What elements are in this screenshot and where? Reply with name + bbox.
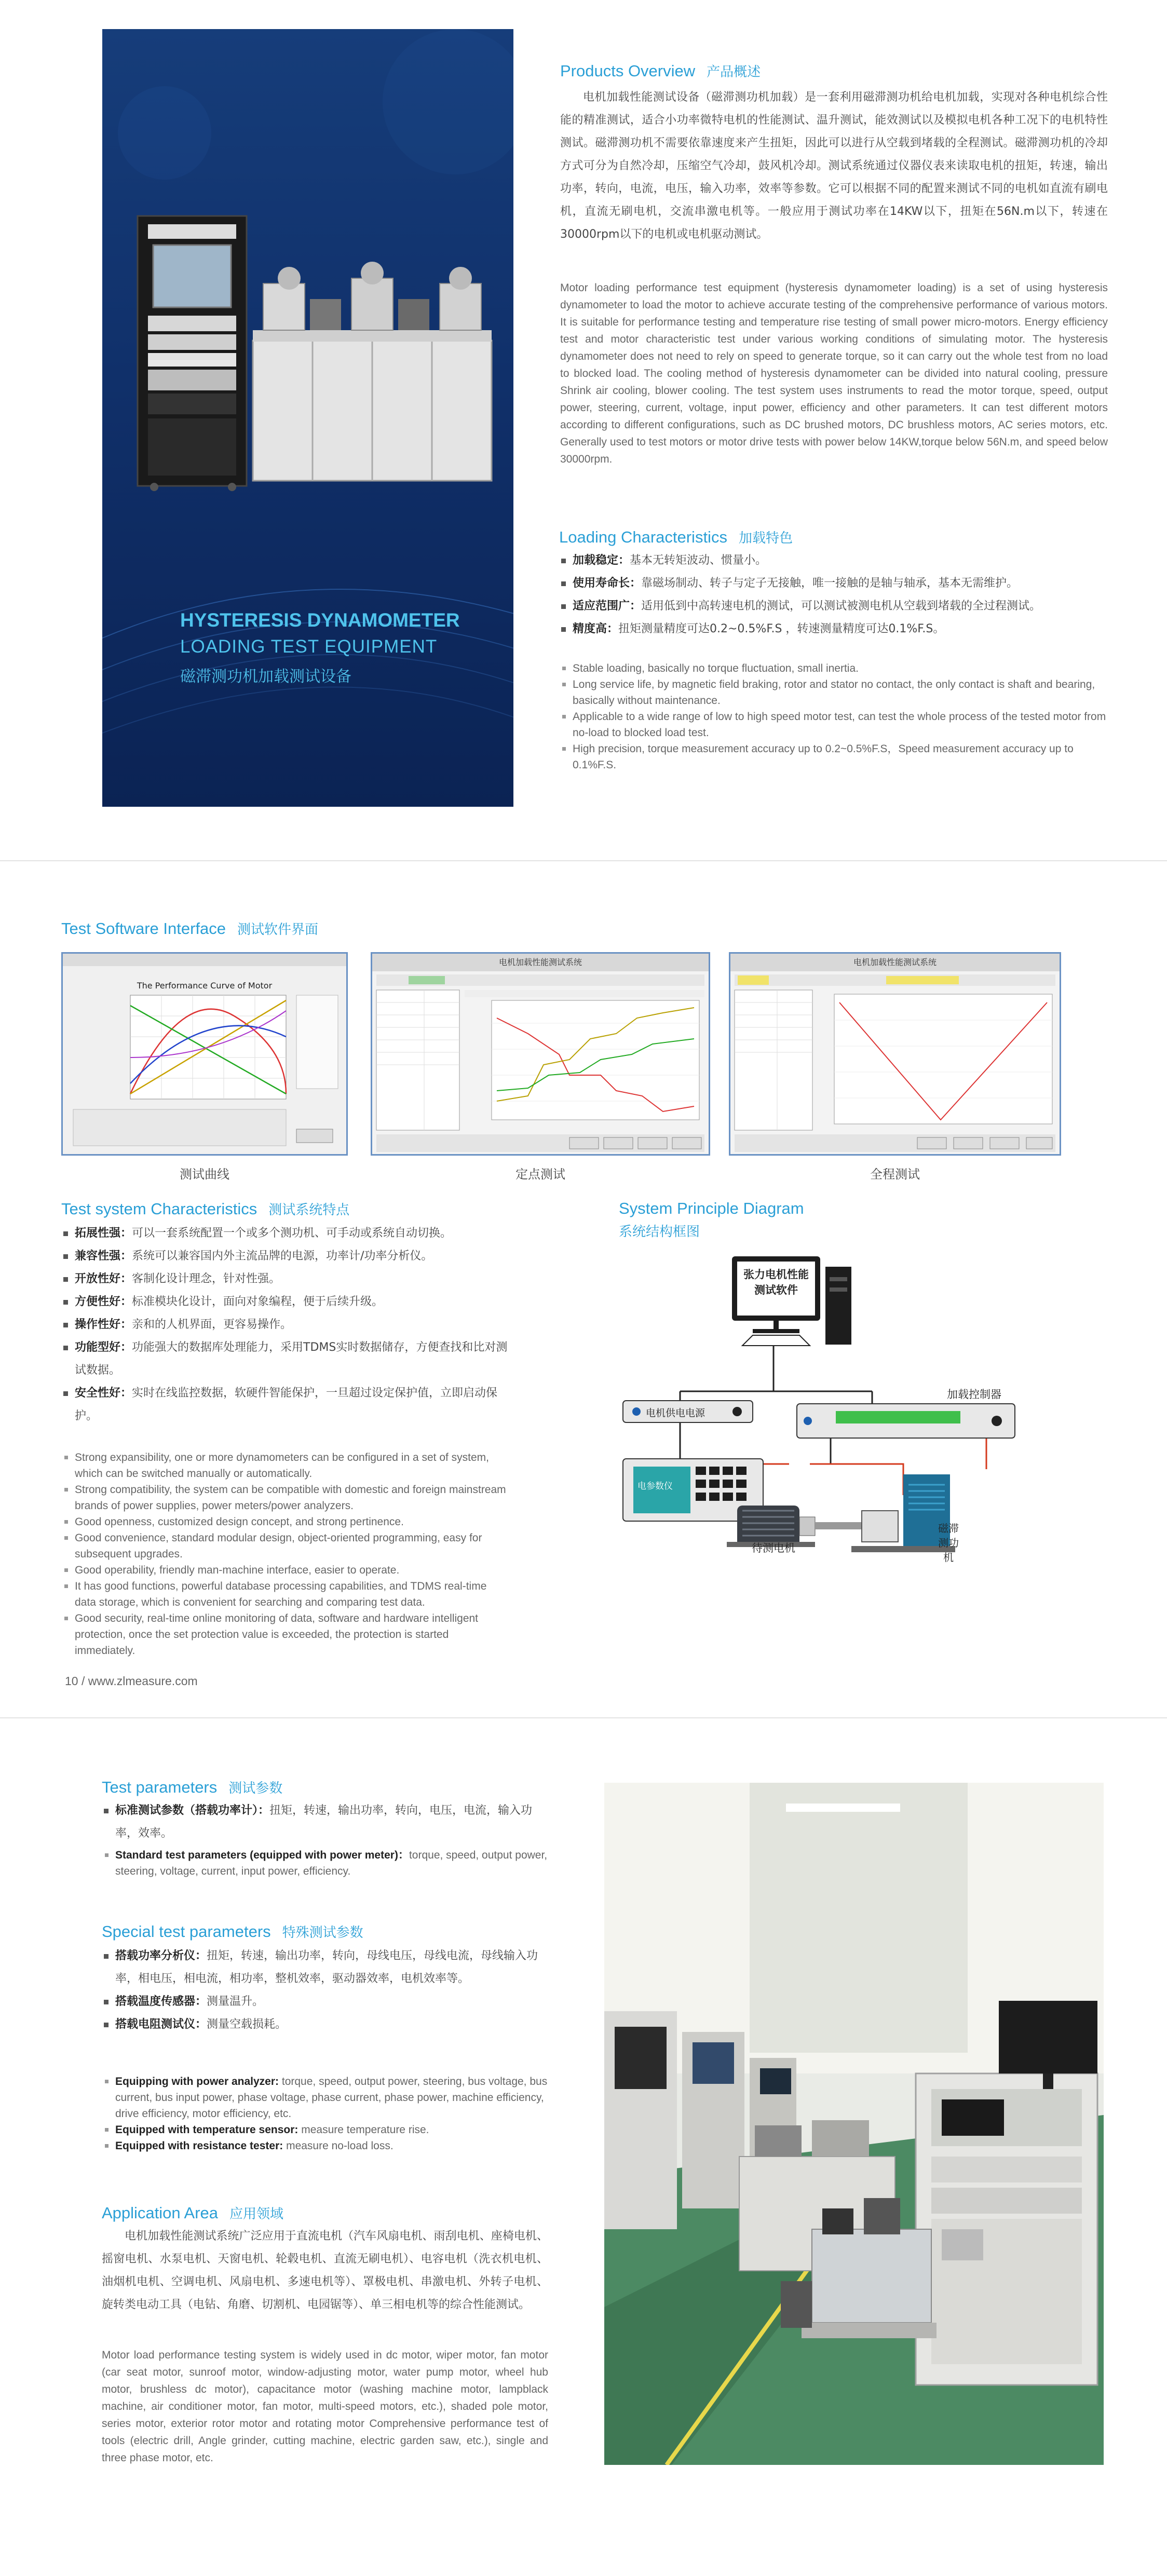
list-item: 方便性好：标准模块化设计，面向对象编程，便于后续升级。 bbox=[61, 1291, 508, 1313]
list-item: 拓展性强：可以一套系统配置一个或多个测功机、可手动或系统自动切换。 bbox=[61, 1222, 508, 1245]
banner-title-cn: 磁滞测功机加载测试设备 bbox=[180, 668, 351, 686]
dynamometer-equipment-image bbox=[133, 200, 497, 491]
list-item: Equipped with resistance tester: measure no-load loss. bbox=[102, 2138, 548, 2154]
screen-caption-curve: 测试曲线 bbox=[180, 1167, 229, 1182]
application-heading bbox=[102, 2203, 283, 2222]
list-item: Equipped with temperature sensor: measure temperature rise. bbox=[102, 2122, 548, 2138]
page-divider bbox=[0, 860, 1167, 861]
special-params-list-en bbox=[102, 2073, 548, 2154]
test-params-list-cn bbox=[102, 1799, 548, 1845]
list-item: Strong compatibility, the system can be compatible with domestic and foreign mainstream brands of power supplies, power meters/power analyzers. bbox=[61, 1482, 508, 1514]
list-item: Good openness, customized design concept, and strong pertinence. bbox=[61, 1514, 508, 1530]
software-heading bbox=[61, 919, 318, 938]
test-params-heading-cn: 测试参数 bbox=[228, 1781, 283, 1796]
list-item: Applicable to a wide range of low to high speed motor test, can test the whole process of the tested motor from no-load to blocked load test. bbox=[559, 709, 1109, 741]
loading-heading-cn: 加载特色 bbox=[738, 531, 793, 546]
list-item: 加载稳定：基本无转矩波动、惯量小。 bbox=[559, 549, 1115, 572]
list-item: 功能型好：功能强大的数据库处理能力，采用TDMS实时数据储存，方便查找和比对测试数据。 bbox=[61, 1336, 508, 1382]
diagram-computer-label: 张力电机性能测试软件 bbox=[743, 1268, 809, 1296]
special-params-heading bbox=[102, 1922, 363, 1941]
list-item: It has good functions, powerful database processing capabilities, and TDMS real-time data storage, which is convenient for searching and comparing test data. bbox=[61, 1578, 508, 1610]
characteristics-heading-cn: 测试系统特点 bbox=[268, 1202, 350, 1218]
overview-para-en: Motor loading performance test equipment (hysteresis dynamometer loading) is a set of using hysteresis dynamometer to load the motor to achieve accurate testing of the comprehensive performance of various motors. It is suitable for performance testing and temperature rise testing of small power micro-motors. Energy efficiency test and motor characteristic test under various working conditions of simulating motor. The hysteresis dynamometer does not need to rely on speed to generate torque, so it can carry out the whole test from no load to blocked load. The cooling method of hysteresis dynamometer can be divided into natural cooling, pressure Shrink air cooling, blower cooling. The test system uses instruments to read the motor torque, speed, output power, steering, current, voltage, input power, efficiency and other parameters. It can test different motors according to different configurations, such as DC brushed motors, DC brushless motors, AC series motors, etc. Generally used to test motors or motor drive tests with power below 14KW,torque below 56N.m, and speed below 30000rpm. bbox=[560, 282, 1108, 465]
diagram-param-meter-label: 电参数仪 bbox=[637, 1481, 673, 1492]
list-item: Strong expansibility, one or more dynamometers can be configured in a set of system, which can be switched manually or automatically. bbox=[61, 1449, 508, 1482]
diagram-dyno-label: 磁滞测功机 bbox=[938, 1522, 959, 1564]
full-range-ui-graphic bbox=[730, 971, 1060, 1154]
list-item: 搭载温度传感器：测量温升。 bbox=[102, 1990, 548, 2013]
page-footer: 10 / www.zlmeasure.com bbox=[65, 1674, 198, 1688]
full-range-window-title: 电机加载性能测试系统 bbox=[730, 954, 1060, 971]
application-heading-cn: 应用领域 bbox=[229, 2206, 284, 2222]
characteristics-list-cn bbox=[61, 1222, 508, 1428]
software-screen-fixed-point bbox=[371, 952, 710, 1156]
software-heading-en: Test Software Interface bbox=[61, 919, 226, 938]
list-item: Good operability, friendly man-machine interface, easier to operate. bbox=[61, 1562, 508, 1578]
application-para-en: Motor load performance testing system is widely used in dc motor, wiper motor, fan motor (car seat motor, sunroof motor, window-adjusting motor, water pump motor, wheel hub motor, brushless dc motor), capacitance motor (washing machine motor, lampblack machine, air conditioner motor, fan motor, multi-speed motors, etc.), shaded pole motor, series motor, exterior rotor motor and rotating motor Comprehensive performance test of tools (electric drill, Angle grinder, cutting machine, electric garden saw, etc.), single and three phase motor, etc. bbox=[102, 2349, 548, 2464]
software-screen-curve bbox=[61, 952, 348, 1156]
page-number: 10 bbox=[65, 1674, 78, 1688]
list-item: 操作性好：亲和的人机界面，更容易操作。 bbox=[61, 1313, 508, 1336]
page-1 bbox=[0, 0, 1167, 859]
page-2 bbox=[0, 877, 1167, 1708]
overview-heading-en: Products Overview bbox=[560, 62, 696, 80]
page-3 bbox=[0, 1719, 1167, 2576]
diagram-heading-en: System Principle Diagram bbox=[619, 1199, 804, 1217]
characteristics-heading bbox=[61, 1199, 349, 1218]
loading-list-cn bbox=[559, 549, 1115, 641]
characteristics-heading-en: Test system Characteristics bbox=[61, 1200, 257, 1218]
banner-title-line1: HYSTERESIS DYNAMOMETER bbox=[180, 609, 460, 631]
loading-list-en bbox=[559, 660, 1109, 773]
overview-para-cn: 电机加载性能测试设备（磁滞测功机加载）是一套利用磁滞测功机给电机加载，实现对各种电机综合性能的精准测试，适合小功率微特电机的性能测试、温升测试，能效测试以及模拟电机各种工况下的电机特性测试。磁滞测功机不需要依靠速度来产生扭矩，因此可以进行从空载到堵载的全程测试。磁滞测功机的冷却方式可分为自然冷却，压缩空气冷却，鼓风机冷却。测试系统通过仪器仪表来读取电机的扭矩，转速，输出功率，转向，电流，电压，输入功率，效率等参数。它可以根据不同的配置来测试不同的电机如直流有刷电机，直流无刷电机，交流串激电机等。一般应用于测试功率在14KW以下，扭矩在56N.m以下，转速在30000rpm以下的电机或电机驱动测试。 bbox=[560, 91, 1108, 241]
diagram-power-supply-label: 电机供电电源 bbox=[646, 1407, 705, 1419]
list-item: 精度高：扭矩测量精度可达0.2~0.5%F.S ，转速测量精度可达0.1%F.S。 bbox=[559, 618, 1115, 641]
list-item: 搭载电阻测试仪：测量空载损耗。 bbox=[102, 2013, 548, 2036]
curve-chart-title: The Performance Curve of Motor bbox=[137, 981, 273, 991]
list-item: Good security, real-time online monitoring of data, software and hardware intelligent protection, once the set protection value is exceeded, the protection is started immediately. bbox=[61, 1610, 508, 1659]
software-heading-cn: 测试软件界面 bbox=[237, 922, 319, 938]
special-params-heading-cn: 特殊测试参数 bbox=[282, 1925, 363, 1941]
overview-heading-cn: 产品概述 bbox=[707, 64, 761, 80]
application-para-cn: 电机加载性能测试系统广泛应用于直流电机（汽车风扇电机、雨刮电机、座椅电机、摇窗电机、水泵电机、天窗电机、轮毂电机、直流无刷电机）、电容电机（洗衣机电机、油烟机电机、空调电机、风扇电机、多速电机等）、罩极电机、串激电机、外转子电机、旋转类电动工具（电钻、角磨、切割机、电园锯等）、单三相电机等的综合性能测试。 bbox=[102, 2230, 548, 2311]
fixed-point-window-title: 电机加载性能测试系统 bbox=[372, 954, 709, 971]
special-params-list-cn bbox=[102, 1945, 548, 2036]
list-item: High precision, torque measurement accuracy up to 0.2~0.5%F.S，Speed measurement accuracy up to 0.1%F.S. bbox=[559, 741, 1109, 773]
list-item: 兼容性强：系统可以兼容国内外主流品牌的电源，功率计/功率分析仪。 bbox=[61, 1245, 508, 1268]
overview-heading bbox=[560, 61, 761, 80]
banner-title-line2: LOADING TEST EQUIPMENT bbox=[180, 636, 438, 657]
list-item: 开放性好：客制化设计理念，针对性强。 bbox=[61, 1268, 508, 1291]
page-divider bbox=[0, 1717, 1167, 1718]
list-item: Good convenience, standard modular design, object-oriented programming, easy for subsequent upgrades. bbox=[61, 1530, 508, 1562]
list-item: 安全性好：实时在线监控数据，软硬件智能保护，一旦超过设定保护值，立即启动保护。 bbox=[61, 1382, 508, 1428]
list-item: 搭载功率分析仪：扭矩，转速，输出功率，转向，母线电压，母线电流，母线输入功率，相电压，相电流，相功率，整机效率，驱动器效率，电机效率等。 bbox=[102, 1945, 548, 1990]
test-params-heading-en: Test parameters bbox=[102, 1778, 218, 1796]
screen-caption-full-range: 全程测试 bbox=[870, 1167, 920, 1182]
loading-heading bbox=[559, 527, 793, 547]
list-item: 标准测试参数（搭载功率计）：扭矩，转速，输出功率，转向，电压，电流，输入功率，效率。 bbox=[102, 1799, 548, 1845]
list-item: Equipping with power analyzer: torque, speed, output power, steering, bus voltage, bus current, bus input power, phase voltage, phase current, phase power, machine efficiency, drive efficiency, motor efficiency, etc. bbox=[102, 2073, 548, 2122]
special-params-heading-en: Special test parameters bbox=[102, 1922, 271, 1941]
performance-curve-graphic bbox=[63, 954, 346, 1154]
loading-heading-en: Loading Characteristics bbox=[559, 528, 727, 546]
characteristics-list-en bbox=[61, 1449, 508, 1659]
list-item: 适应范围广：适用低到中高转速电机的测试，可以测试被测电机从空载到堵载的全过程测试。 bbox=[559, 595, 1115, 618]
list-item: Standard test parameters (equipped with power meter)：torque, speed, output power, steering, voltage, current, input power, efficiency. bbox=[102, 1847, 548, 1879]
list-item: Long service life, by magnetic field braking, rotor and stator no contact, the only contact is shaft and bearing, basically without maintenance. bbox=[559, 676, 1109, 709]
diagram-motor-label: 待测电机 bbox=[752, 1542, 795, 1554]
system-principle-diagram bbox=[613, 1251, 1080, 1552]
application-heading-en: Application Area bbox=[102, 2204, 219, 2222]
diagram-heading-cn: 系统结构框图 bbox=[619, 1224, 700, 1240]
lab-photo bbox=[604, 1783, 1104, 2465]
screen-caption-fixed-point: 定点测试 bbox=[515, 1167, 565, 1182]
fixed-point-ui-graphic bbox=[372, 971, 709, 1154]
test-params-list-en bbox=[102, 1847, 548, 1879]
diagram-load-controller-label: 加载控制器 bbox=[947, 1388, 1001, 1401]
test-params-heading bbox=[102, 1778, 282, 1797]
product-banner bbox=[102, 29, 513, 807]
list-item: Stable loading, basically no torque fluctuation, small inertia. bbox=[559, 660, 1109, 676]
list-item: 使用寿命长：靠磁场制动、转子与定子无接触，唯一接触的是轴与轴承，基本无需维护。 bbox=[559, 572, 1115, 595]
software-screen-full-range bbox=[729, 952, 1061, 1156]
website-link[interactable]: www.zlmeasure.com bbox=[88, 1674, 198, 1688]
